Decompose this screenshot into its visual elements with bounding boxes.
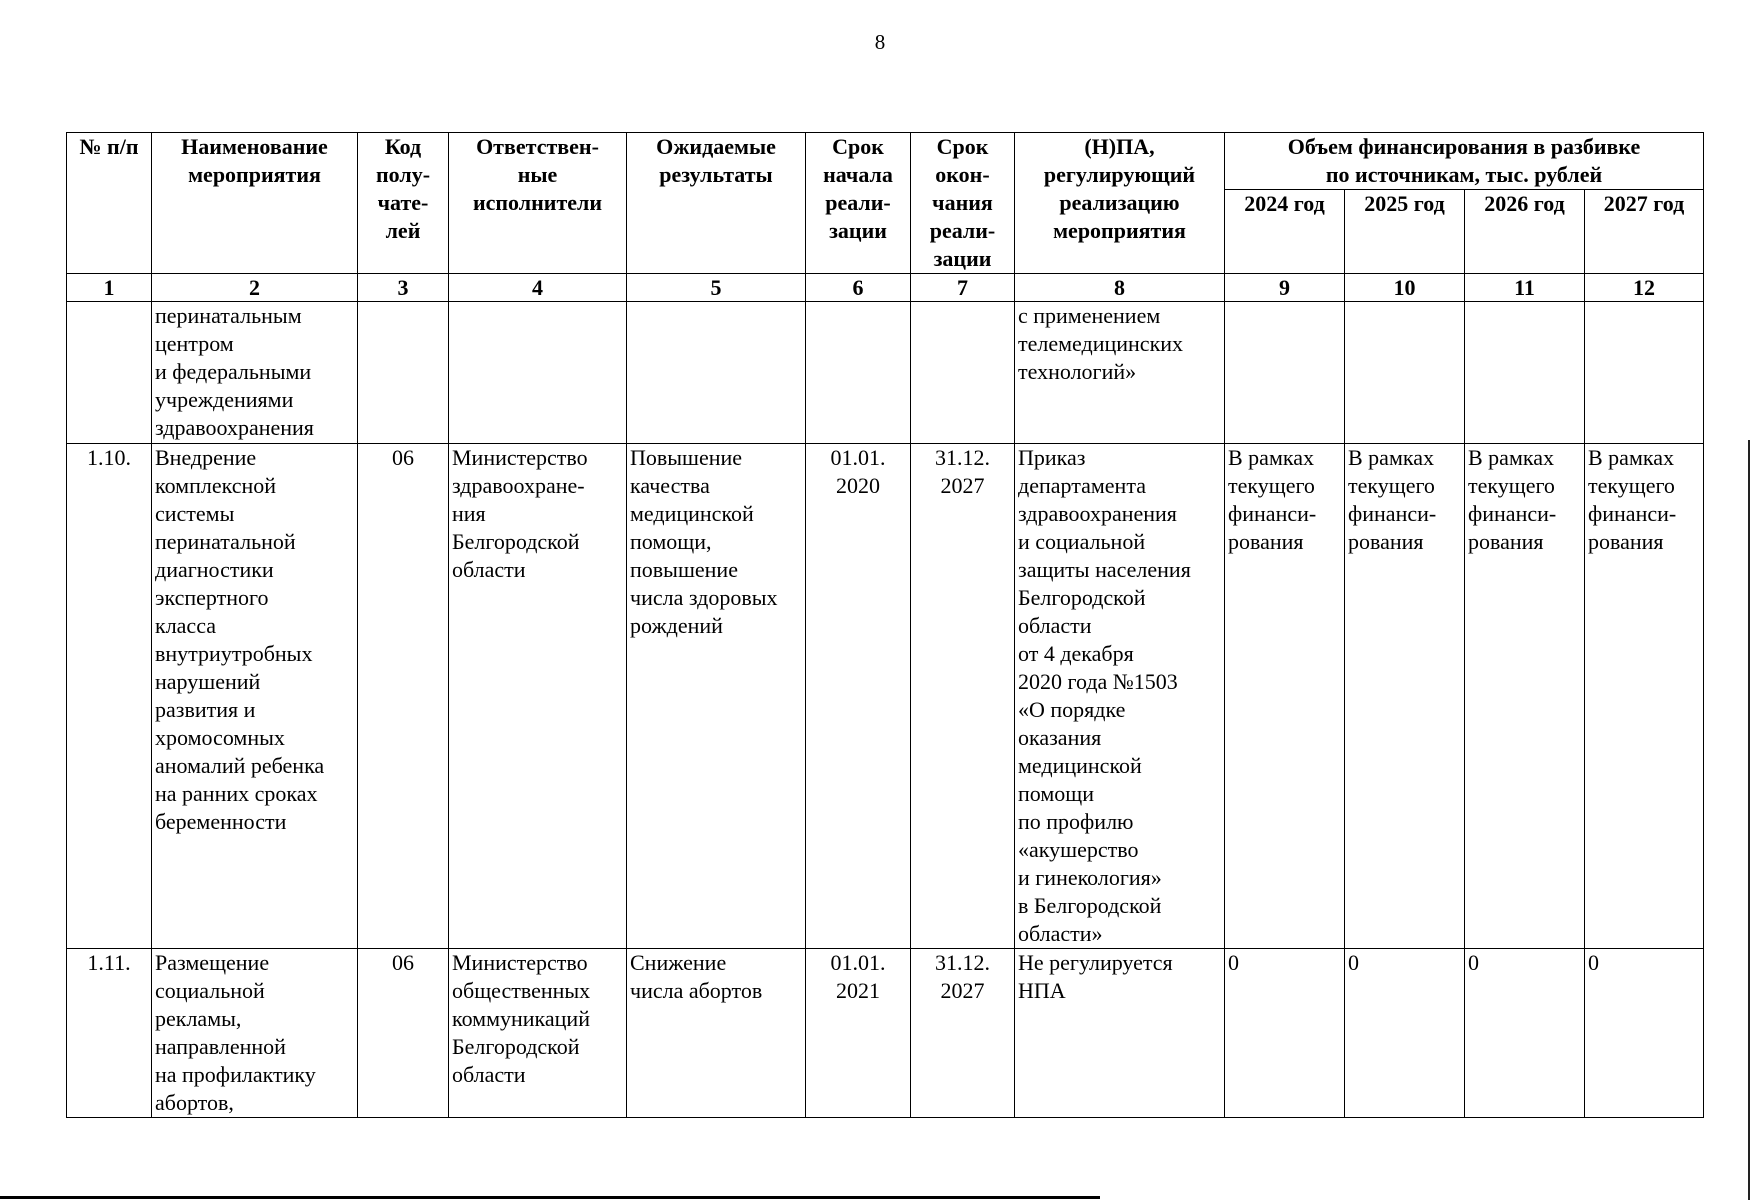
column-number: 10: [1345, 274, 1465, 302]
header-executors: Ответствен- ные исполнители: [449, 133, 627, 274]
header-year-2024: 2024 год: [1225, 190, 1345, 274]
bottom-rule: [0, 1196, 1100, 1199]
measures-table: [66, 132, 1704, 1118]
row-start: 01.01. 2021: [806, 949, 911, 1118]
column-number: 5: [627, 274, 806, 302]
row-2027: В рамках текущего финанси- рования: [1585, 444, 1704, 949]
row-2025: В рамках текущего финанси- рования: [1345, 444, 1465, 949]
row-executors: [449, 302, 627, 444]
header-code: Код полу- чате- лей: [358, 133, 449, 274]
table-row: [67, 444, 1704, 949]
header-end: Срок окон- чания реали- зации: [911, 133, 1015, 274]
row-results: [627, 302, 806, 444]
header-row: [67, 133, 1704, 190]
scan-edge-line: [1748, 440, 1750, 1200]
row-npa: Не регулируется НПА: [1015, 949, 1225, 1118]
column-number: 12: [1585, 274, 1704, 302]
table-row: [67, 302, 1704, 444]
row-2024: В рамках текущего финанси- рования: [1225, 444, 1345, 949]
column-numbers-row: [67, 274, 1704, 302]
header-year-2026: 2026 год: [1465, 190, 1585, 274]
row-name: Размещение социальной рекламы, направленной на профилактику абортов,: [152, 949, 358, 1118]
row-results: Снижение числа абортов: [627, 949, 806, 1118]
header-year-2027: 2027 год: [1585, 190, 1704, 274]
row-name: перинатальным центром и федеральными учреждениями здравоохранения: [152, 302, 358, 444]
column-number: 11: [1465, 274, 1585, 302]
row-end: [911, 302, 1015, 444]
row-start: 01.01. 2020: [806, 444, 911, 949]
row-npa: с применением телемедицинских технологий»: [1015, 302, 1225, 444]
row-end: 31.12. 2027: [911, 444, 1015, 949]
row-no: [67, 302, 152, 444]
row-code: 06: [358, 949, 449, 1118]
header-funding: Объем финансирования в разбивке по источникам, тыс. рублей: [1225, 133, 1704, 190]
row-npa: Приказ департамента здравоохранения и социальной защиты населения Белгородской области от 4 декабря 2020 года №1503 «О порядке оказания медицинской помощи по профилю «акушерство и гинекология» в Белгородской области»: [1015, 444, 1225, 949]
header-npa: (Н)ПА, регулирующий реализацию мероприятия: [1015, 133, 1225, 274]
row-2024: [1225, 302, 1345, 444]
row-2025: [1345, 302, 1465, 444]
row-no: 1.10.: [67, 444, 152, 949]
page-number: 8: [874, 30, 886, 54]
row-executors: Министерство здравоохране- ния Белгородской области: [449, 444, 627, 949]
row-results: Повышение качества медицинской помощи, повышение числа здоровых рождений: [627, 444, 806, 949]
column-number: 6: [806, 274, 911, 302]
row-no: 1.11.: [67, 949, 152, 1118]
column-number: 3: [358, 274, 449, 302]
row-2027: 0: [1585, 949, 1704, 1118]
header-year-2025: 2025 год: [1345, 190, 1465, 274]
column-number: 7: [911, 274, 1015, 302]
row-2024: 0: [1225, 949, 1345, 1118]
row-executors: Министерство общественных коммуникаций Белгородской области: [449, 949, 627, 1118]
header-name: Наименование мероприятия: [152, 133, 358, 274]
row-code: 06: [358, 444, 449, 949]
header-start: Срок начала реали- зации: [806, 133, 911, 274]
row-2026: В рамках текущего финанси- рования: [1465, 444, 1585, 949]
row-start: [806, 302, 911, 444]
column-number: 2: [152, 274, 358, 302]
column-number: 9: [1225, 274, 1345, 302]
row-end: 31.12. 2027: [911, 949, 1015, 1118]
column-number: 4: [449, 274, 627, 302]
row-2025: 0: [1345, 949, 1465, 1118]
row-name: Внедрение комплексной системы перинатальной диагностики экспертного класса внутриутробных нарушений развития и хромосомных аномалий ребенка на ранних сроках беременности: [152, 444, 358, 949]
row-2026: [1465, 302, 1585, 444]
table-row: [67, 949, 1704, 1118]
header-no: № п/п: [67, 133, 152, 274]
row-code: [358, 302, 449, 444]
header-results: Ожидаемые результаты: [627, 133, 806, 274]
column-number: 1: [67, 274, 152, 302]
row-2027: [1585, 302, 1704, 444]
row-2026: 0: [1465, 949, 1585, 1118]
column-number: 8: [1015, 274, 1225, 302]
